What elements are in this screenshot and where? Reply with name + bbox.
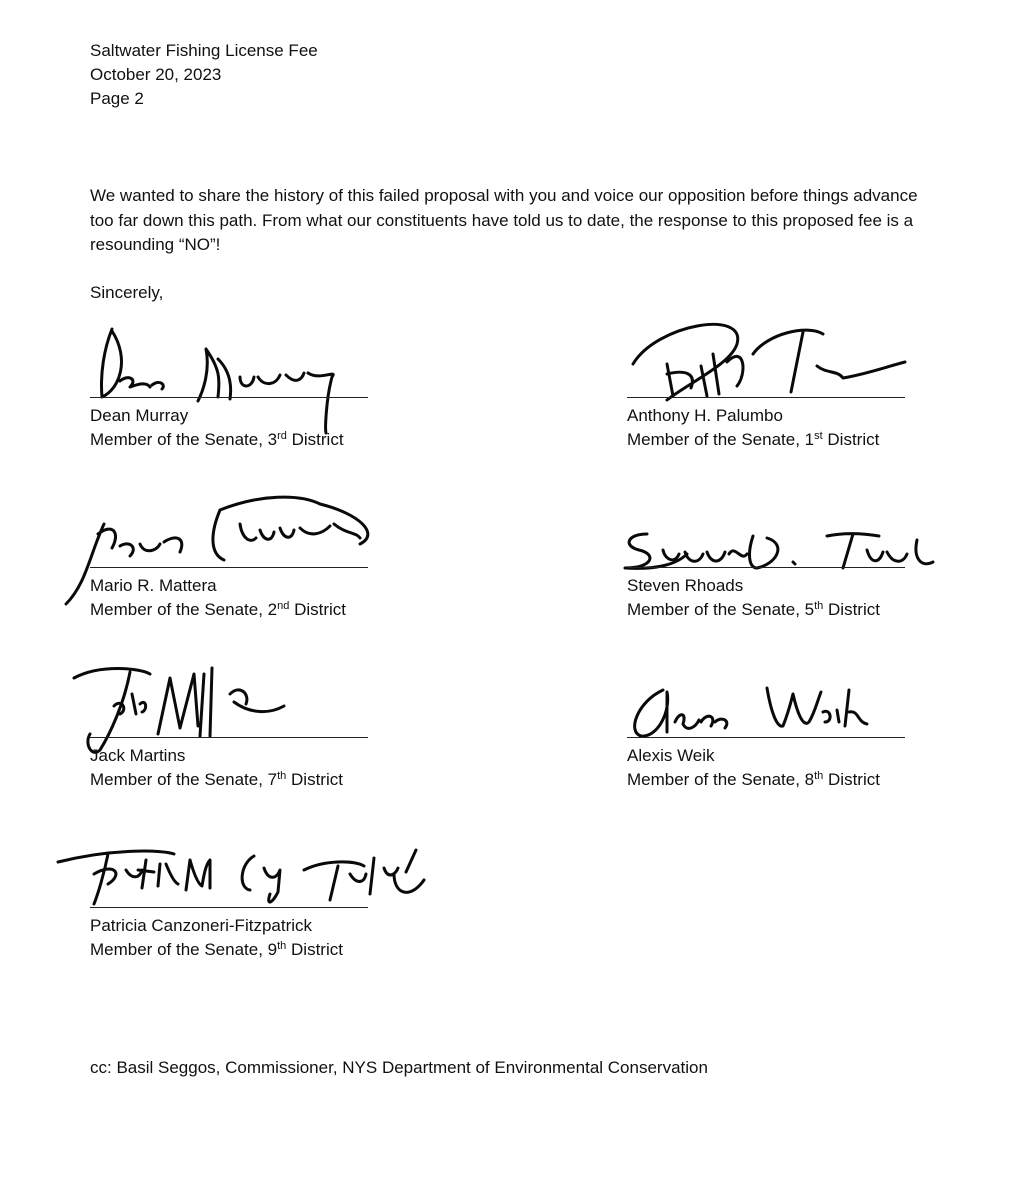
carbon-copy-line: cc: Basil Seggos, Commissioner, NYS Department of Environmental Conservation [90,1058,708,1077]
signatory-title: Member of the Senate, 7th District [90,770,343,789]
body-paragraph: We wanted to share the history of this failed proposal with you and voice our opposition before things advance too far down this path. From what our constituents have told us to date, the response to this proposed fee is a resounding “NO”! [90,186,918,254]
page-number: Page 2 [90,89,144,108]
signature-line [90,397,368,398]
letter-date: October 20, 2023 [90,65,222,84]
signatory-title: Member of the Senate, 3rd District [90,430,344,449]
signatory-title: Member of the Senate, 9th District [90,940,343,959]
signatory-title: Member of the Senate, 5th District [627,600,880,619]
signature-line [627,397,905,398]
signature-line [90,567,368,568]
signature-line [90,907,368,908]
signatory-title: Member of the Senate, 2nd District [90,600,347,619]
signature-line [627,737,905,738]
signatory-name: Dean Murray [90,406,189,425]
letter-subject: Saltwater Fishing License Fee [90,41,318,60]
signature-line [90,737,368,738]
signatory-name: Steven Rhoads [627,576,744,595]
closing-salutation: Sincerely, [90,283,164,302]
signatory-name: Mario R. Mattera [90,576,217,595]
handwritten-signature [627,682,907,752]
signatory-title: Member of the Senate, 8th District [627,770,880,789]
signatory-title: Member of the Senate, 1st District [627,430,880,449]
signature-line [627,567,905,568]
signatory-name: Alexis Weik [627,746,715,765]
signatory-name: Patricia Canzoneri-Fitzpatrick [90,916,313,935]
signatory-name: Anthony H. Palumbo [627,406,783,425]
signatory-name: Jack Martins [90,746,186,765]
